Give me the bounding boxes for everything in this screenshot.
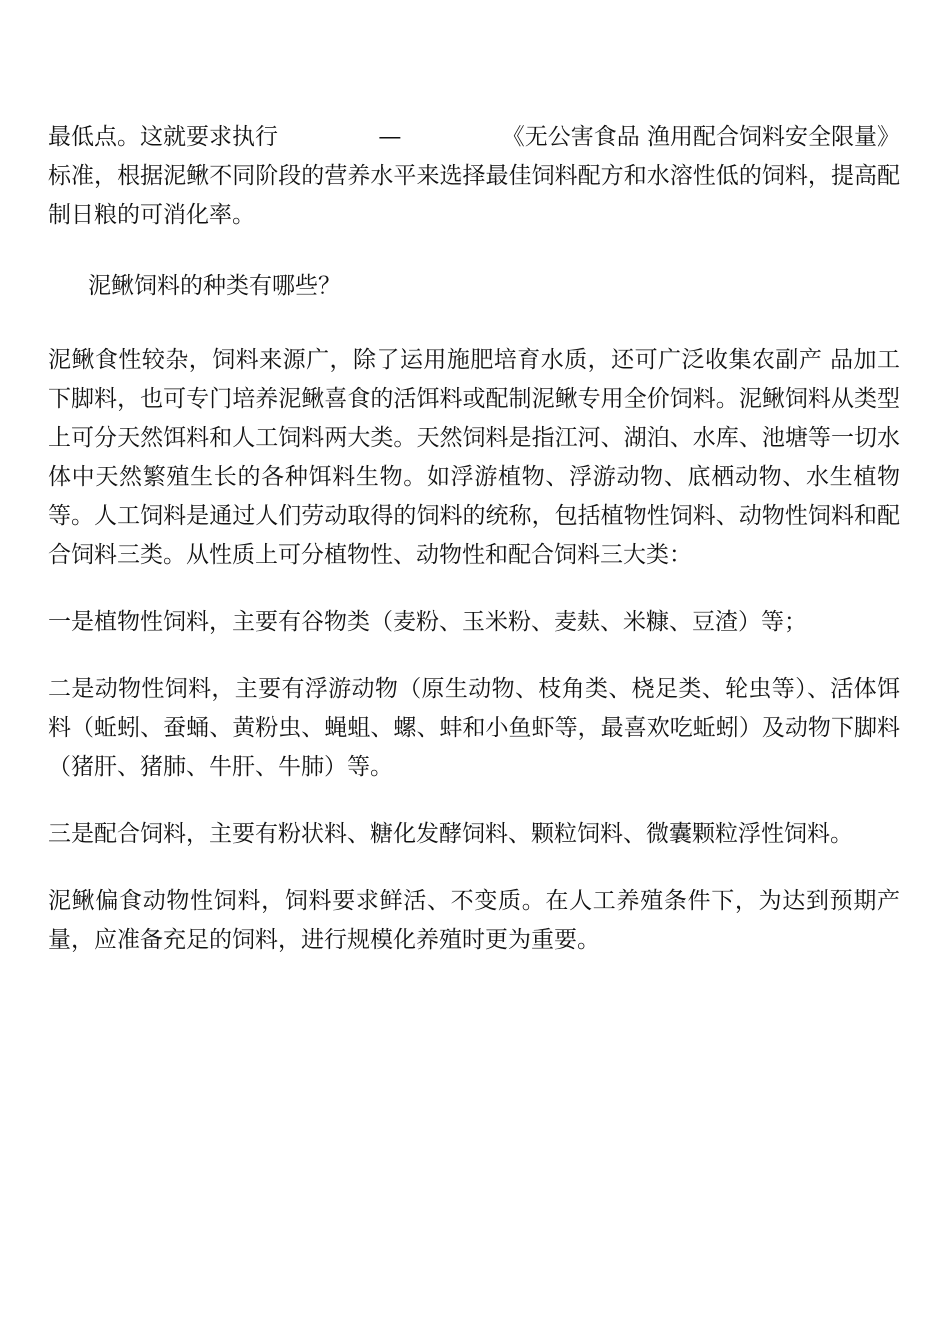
intro-line1-left: 最低点。这就要求执行 — [48, 124, 278, 150]
intro-first-line — [48, 118, 900, 157]
intro-rest: 标准，根据泥鳅不同阶段的营养水平来选择最佳饲料配方和水溶性低的饲料，提高配制日粮的可消化率。 — [48, 163, 900, 228]
body-paragraph-plant-feed: 一是植物性饲料，主要有谷物类（麦粉、玉米粉、麦麸、米糠、豆渣）等； — [48, 609, 807, 635]
body-paragraph-animal-feed: 二是动物性饲料，主要有浮游动物（原生动物、枝角类、桡足类、轮虫等）、活体饵料（蚯蚓、蚕蛹、黄粉虫、蝇蛆、螺、蚌和小鱼虾等，最喜欢吃蚯蚓）及动物下脚料（猪肝、猪肺、牛肝、牛肺）等。 — [48, 676, 900, 780]
section-heading: 泥鳅饲料的种类有哪些？ — [88, 273, 341, 299]
body-paragraph-compound-feed: 三是配合饲料，主要有粉状料、糖化发酵饲料、颗粒饲料、微囊颗粒浮性饲料。 — [48, 821, 853, 847]
document-body — [48, 118, 900, 960]
intro-line1-right: 《无公害食品 渔用配合饲料安全限量》 — [501, 124, 900, 150]
body-paragraph-conclusion: 泥鳅偏食动物性饲料，饲料要求鲜活、不变质。在人工养殖条件下，为达到预期产量，应准备充足的饲料，进行规模化养殖时更为重要。 — [48, 888, 900, 953]
body-paragraph-types: 泥鳅食性较杂，饲料来源广，除了运用施肥培育水质，还可广泛收集农副产 品加工下脚料，也可专门培养泥鳅喜食的活饵料或配制泥鳅专用全价饲料。泥鳅饲料从类型上可分天然饵料和人工饲料两大类。天然饲料是指江河、湖泊、水库、池塘等一切水体中天然繁殖生长的各种饵料生物。如浮游植物、浮游动物、底栖动物、水生植物等。人工饲料是通过人们劳动取得的饲料的统称，包括植物性饲料、动物性饲料和配合饲料三类。从性质上可分植物性、动物性和配合饲料三大类： — [48, 347, 900, 568]
intro-line1-dash: — — [378, 124, 402, 150]
intro-paragraph — [48, 118, 900, 235]
